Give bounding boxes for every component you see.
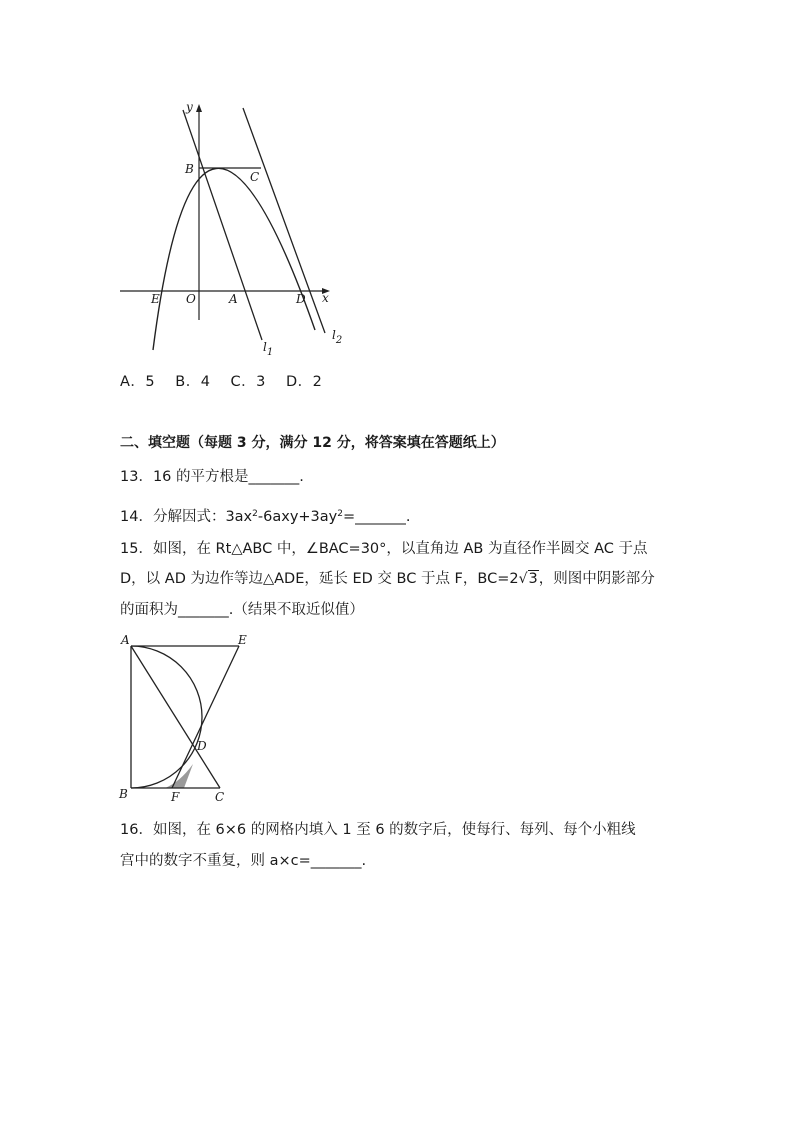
point-a-label: A <box>229 292 238 306</box>
point-c-label: C <box>250 170 260 184</box>
origin-label: O <box>186 292 196 306</box>
question-15-line1: 15．如图，在 Rt△ABC 中，∠BAC=30°，以直角边 AB 为直径作半圆交 AC 于点 <box>120 541 648 557</box>
fig2-point-b-label: B <box>119 787 128 801</box>
x-axis-label: x <box>322 291 329 305</box>
question-15-line2: D，以 AD 为边作等边△ADE，延长 ED 交 BC 于点 F，BC=2√3，则图中阴影部分 <box>120 571 655 587</box>
parabola-figure <box>110 95 360 365</box>
point-d-label: D <box>296 292 306 306</box>
section-heading: 二、填空题（每题 3 分，满分 12 分，将答案填在答题纸上） <box>120 435 505 451</box>
fig2-point-e-label: E <box>238 633 247 647</box>
point-b-label: B <box>185 162 194 176</box>
question-16-line1: 16．如图，在 6×6 的网格内填入 1 至 6 的数字后，使每行、每列、每个小粗线 <box>120 822 636 838</box>
line-l1-label: $l_1$ <box>263 340 274 358</box>
fig2-point-a-label: A <box>121 633 130 647</box>
question-13: 13．16 的平方根是_______. <box>120 469 304 485</box>
question-15-line3: 的面积为_______.（结果不取近似值） <box>120 602 364 618</box>
fig2-point-f-label: F <box>171 790 180 804</box>
fig2-point-c-label: C <box>215 790 225 804</box>
question-16-line2: 宫中的数字不重复，则 a×c=_______. <box>120 853 367 869</box>
question-14: 14．分解因式：$3ax^2-6axy+3ay^2=\_\_\_\_\_\_\_$. <box>120 509 411 525</box>
y-axis-label: y <box>186 100 193 114</box>
line-l2-label: $l_2$ <box>332 328 343 346</box>
q12-options: A．5 B．4 C．3 D．2 <box>120 374 323 390</box>
triangle-semicircle-figure <box>115 635 255 805</box>
point-e-label: E <box>151 292 160 306</box>
fig2-point-d-label: D <box>197 739 207 753</box>
